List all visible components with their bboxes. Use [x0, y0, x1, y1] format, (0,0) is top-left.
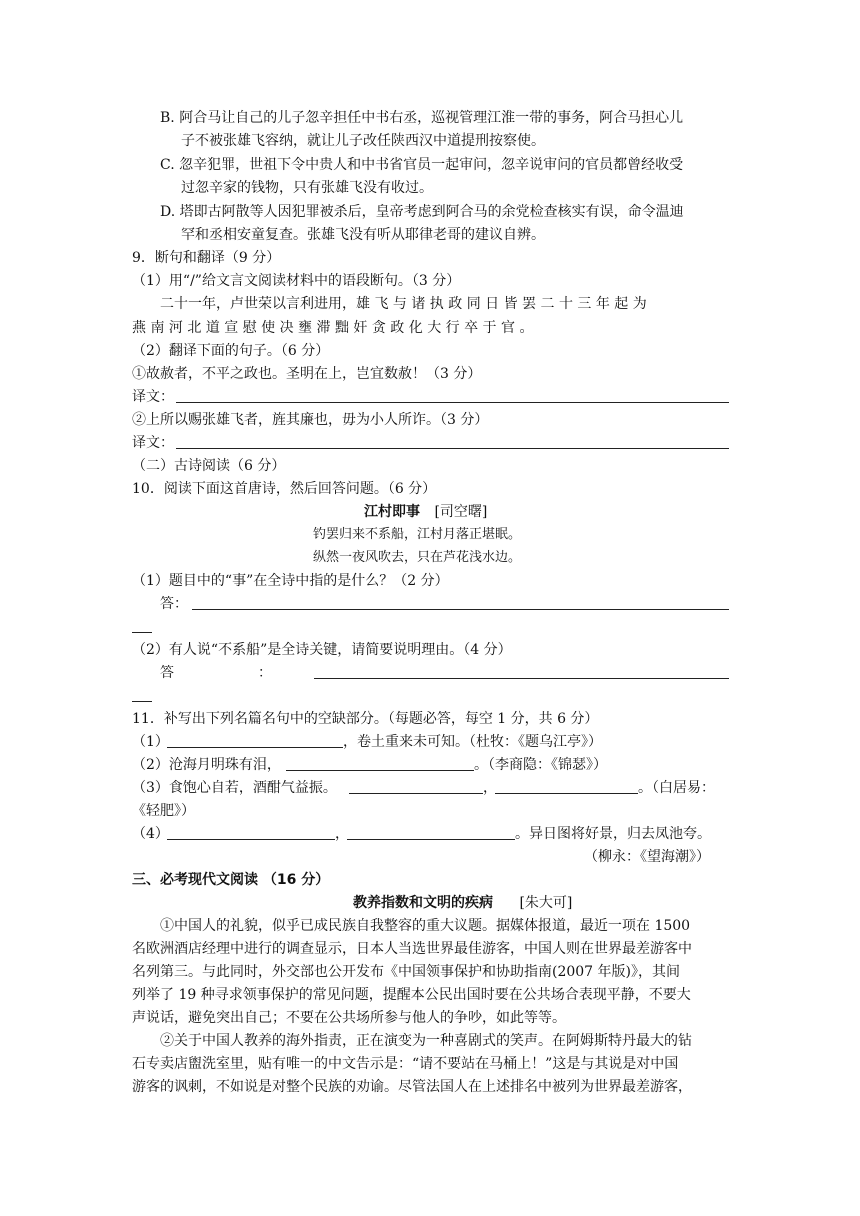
q9-passage-line-1: 二十一年，卢世荣以言利进用，雄 飞 与 诸 执 政 同 日 皆 罢 二 十 三 年 起 为	[160, 296, 647, 312]
q11-item-3-source: 《轻肥》）	[132, 803, 195, 819]
blank-line[interactable]	[495, 793, 638, 794]
essay-para-1-line: ①中国人的礼貌，似乎已成民族自我整容的重大议题。据媒体报道，最近一项在 1500	[160, 918, 691, 934]
essay-para-1-line: 列举了 19 种寻求领事保护的常见问题，提醒本公民出国时要在公共场合表现平静，不要大	[132, 987, 691, 1003]
q11-item-3-comma: ，	[483, 780, 497, 796]
option-d-line-1: D. 塔即古阿散等人因犯罪被杀后，皇帝考虑到阿合马的余党检查核实有误，命令温迪	[160, 204, 684, 220]
poem-title-text: 江村即事	[364, 504, 420, 520]
q11-item-4-num: （4）	[132, 826, 169, 842]
q10-title: 10．阅读下面这首唐诗，然后回答问题。（6 分）	[132, 481, 437, 497]
answer-line[interactable]	[132, 701, 152, 702]
blank-line[interactable]	[167, 839, 335, 840]
answer-line[interactable]	[314, 678, 729, 679]
q9-passage-line-2: 燕 南 河 北 道 宣 慰 使 决 壅 滞 黜 奸 贪 政 化 大 行 卒 于 官 。	[132, 320, 534, 336]
q9-title: 9．断句和翻译（9 分）	[132, 250, 281, 266]
q11-item-4-end: 。异日图将好景，归去凤池夸。	[515, 826, 711, 842]
q11-item-4-comma: ，	[335, 826, 349, 842]
poem-line-1: 钓罢归来不系船，江村月落正堪眠。	[313, 527, 522, 542]
q9-translation-label-1: 译文：	[132, 389, 174, 405]
poem-author: [司空曙]	[434, 504, 488, 520]
essay-para-2-line: 游客的讽刺，不如说是对整个民族的劝谕。尽管法国人在上述排名中被列为世界最差游客，	[132, 1079, 692, 1095]
poem-line-2: 纵然一夜风吹去，只在芦花浅水边。	[313, 550, 522, 565]
q9-part1: （1）用“/”给文言文阅读材料中的语段断句。（3 分）	[132, 273, 461, 289]
q10-part2: （2）有人说“不系船”是全诗关键，请简要说明理由。（4 分）	[132, 642, 512, 658]
essay-para-2-line: ②关于中国人教养的海外指责，正在演变为一种喜剧式的笑声。在阿姆斯特丹最大的钻	[160, 1033, 692, 1049]
q11-item-2-text: （2）沧海月明珠有泪，	[132, 757, 281, 773]
essay-para-1-line: 名欧洲酒店经理中进行的调查显示，日本人当选世界最佳游客，中国人则在世界最差游客中	[132, 941, 692, 957]
option-b-line-1: B. 阿合马让自己的儿子忽辛担任中书右丞，巡视管理江淮一带的事务，阿合马担心儿	[160, 110, 684, 126]
essay-title-row	[353, 893, 572, 913]
q11-item-2-end: 。（李商隐：《锦瑟》）	[474, 757, 607, 773]
q9-part2: （2）翻译下面的句子。（6 分）	[132, 343, 330, 359]
essay-para-1-line: 声说话，避免突出自己；不要在公共场所参与他人的争吵，如此等等。	[132, 1010, 566, 1026]
q11-item-4-source: （柳永：《望海潮》）	[584, 849, 710, 865]
section-3-heading: 三、必考现代文阅读 （16 分）	[132, 872, 330, 888]
essay-para-1-line: 名列第三。与此同时，外交部也公开发布《中国领事保护和协助指南(2007 年版)》，其间	[132, 964, 681, 980]
blank-line[interactable]	[347, 839, 515, 840]
blank-line[interactable]	[349, 793, 483, 794]
q9-sentence-1: ①故赦者，不平之政也。圣明在上，岂宜数赦！（3 分）	[132, 366, 482, 382]
blank-line[interactable]	[167, 747, 343, 748]
q11-title: 11．补写出下列名篇名句中的空缺部分。（每题必答，每空 1 分，共 6 分）	[132, 711, 599, 727]
option-c-line-2: 过忽辛家的钱物，只有张雄飞没有收过。	[181, 180, 433, 196]
essay-author: [朱大可]	[519, 895, 573, 911]
q9-sentence-2: ②上所以赐张雄飞者，旌其廉也，毋为小人所诈。（3 分）	[132, 412, 489, 428]
q10-answer-label-1: 答：	[160, 596, 188, 612]
q11-item-1-text: ，卷土重来未可知。（杜牧：《题乌江亭》）	[343, 734, 602, 750]
q10-answer-colon: ：	[258, 665, 272, 681]
answer-line[interactable]	[132, 632, 152, 633]
option-d-line-2: 罕和丞相安童复查。张雄飞没有听从耶律老哥的建议自辨。	[181, 227, 545, 243]
q10-answer-label-2: 答	[160, 665, 174, 681]
q11-item-3-end: 。（白居易：	[638, 780, 715, 796]
answer-line[interactable]	[176, 402, 729, 403]
option-c-line-1: C. 忽辛犯罪，世祖下令中贵人和中书省官员一起审问，忽辛说审问的官员都曾经收受	[160, 157, 684, 173]
blank-line[interactable]	[286, 770, 474, 771]
essay-para-2-line: 石专卖店盥洗室里，贴有唯一的中文告示是：“请不要站在马桶上！”这是与其说是对中国	[132, 1056, 679, 1072]
poem-title	[364, 502, 487, 522]
q10-part1: （1）题目中的“事”在全诗中指的是什么？（2 分）	[132, 573, 449, 589]
section-2-heading: （二）古诗阅读（6 分）	[132, 458, 286, 474]
essay-title: 教养指数和文明的疾病	[353, 895, 493, 911]
q9-translation-label-2: 译文：	[132, 435, 174, 451]
option-b-line-2: 子不被张雄飞容纳，就让儿子改任陕西汉中道提刑按察使。	[181, 133, 545, 149]
q11-item-1-num: （1）	[132, 734, 169, 750]
answer-line[interactable]	[192, 609, 729, 610]
q11-item-3-text: （3）食饱心自若，酒酣气益振。	[132, 780, 337, 796]
answer-line[interactable]	[176, 448, 729, 449]
